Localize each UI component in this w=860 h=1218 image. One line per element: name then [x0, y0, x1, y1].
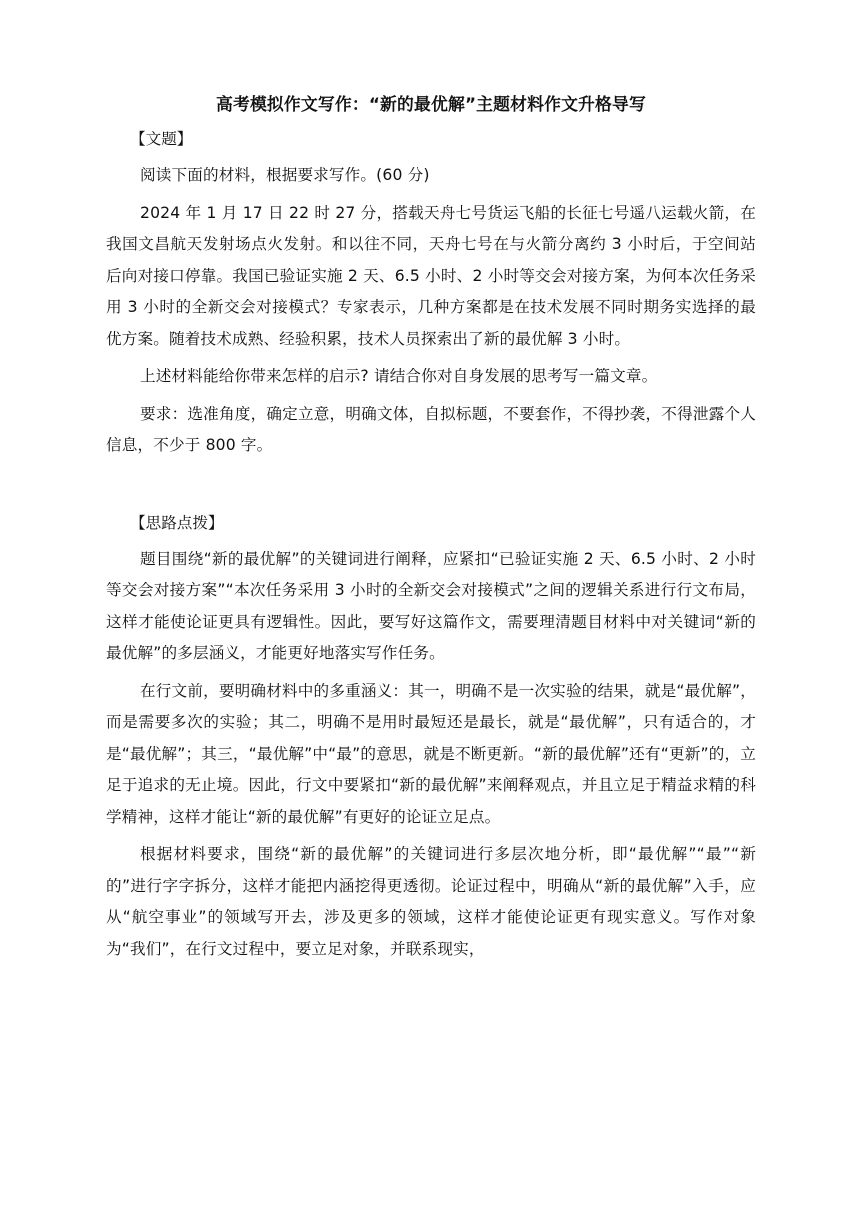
document-title: 高考模拟作文写作：“新的最优解”主题材料作文升格导写 [215, 94, 646, 114]
paragraph: 根据材料要求，围绕“新的最优解”的关键词进行多层次地分析，即“最优解”“最”“新的”进行字字拆分，这样才能把内涵挖得更透彻。论证过程中，明确从“新的最优解”入手，应从“航空事业”的领域写开去，涉及更多的领域，这样才能使论证更有现实意义。写作对象为“我们”，在行文过程中，要立足对象，并联系现实， [106, 845, 756, 958]
paragraph: 上述材料能给你带来怎样的启示? 请结合你对自身发展的思考写一篇文章。 [140, 367, 658, 385]
section-heading-topic: 【文题】 [130, 130, 193, 148]
paragraph: 在行文前，要明确材料中的多重涵义：其一，明确不是一次实验的结果，就是“最优解”，而是需要多次的实验；其二，明确不是用时最短还是最长，就是“最优解”，只有适合的，才是“最优解”；其三，“最优解”中“最”的意思，就是不断更新。“新的最优解”还有“更新”的，立足于追求的无止境。因此，行文中要紧扣“新的最优解”来阐释观点，并且立足于精益求精的科学精神，这样才能让“新的最优解”有更好的论证立足点。 [106, 681, 756, 826]
paragraph: 2024 年 1 月 17 日 22 时 27 分，搭载天舟七号货运飞船的长征七号遥八运载火箭，在我国文昌航天发射场点火发射。和以往不同，天舟七号在与火箭分离约 3 小时后，于空间站后向对接口停靠。我国已验证实施 2 天、6.5 小时、2 小时等交会对接方案，为何本次任务采用 3 小时的全新交会对接模式？专家表示，几种方案都是在技术发展不同时期务实选择的最优方案。随着技术成熟、经验积累，技术人员探索出了新的最优解 3 小时。 [106, 203, 756, 348]
section-spacer [106, 468, 756, 508]
section-heading-guidance: 【思路点拨】 [130, 513, 224, 532]
paragraph: 阅读下面的材料，根据要求写作。(60 分) [140, 166, 430, 184]
paragraph: 要求：选准角度，确定立意，明确文体，自拟标题，不要套作，不得抄袭，不得泄露个人信息，不少于 800 字。 [106, 404, 756, 454]
paragraph: 题目围绕“新的最优解”的关键词进行阐释，应紧扣“已验证实施 2 天、6.5 小时、2 小时等交会对接方案”“本次任务采用 3 小时的全新交会对接模式”之间的逻辑关系进行行文布局，这样才能使论证更具有逻辑性。因此，要写好这篇作文，需要理清题目材料中对关键词“新的最优解”的多层涵义，才能更好地落实写作任务。 [106, 549, 756, 662]
document-page [106, 90, 756, 971]
